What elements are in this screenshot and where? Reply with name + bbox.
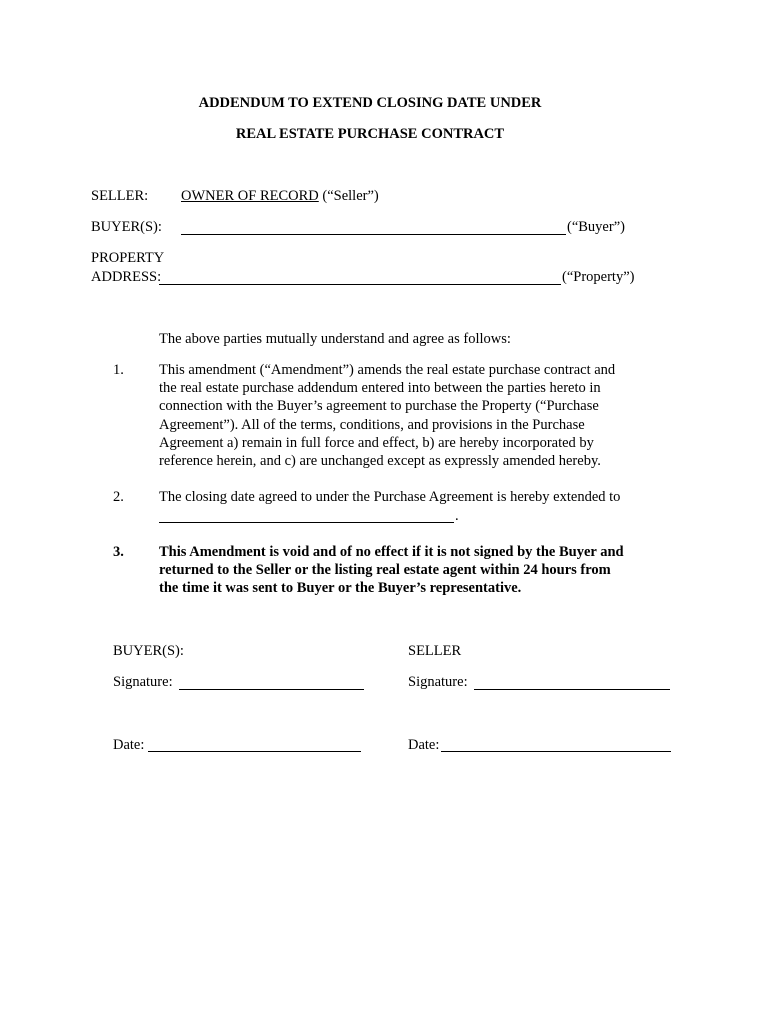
property-label-line2: ADDRESS: <box>91 269 162 285</box>
property-label-line1: PROPERTY <box>91 250 165 266</box>
buyer-signature-heading: BUYER(S): <box>113 643 184 659</box>
seller-signature-heading: SELLER <box>408 643 462 659</box>
item-2-number: 2. <box>113 489 124 505</box>
item-2-line: The closing date agreed to under the Purchase Agreement is hereby extended to <box>159 489 621 505</box>
property-address-line[interactable] <box>159 284 561 285</box>
item-3-line: returned to the Seller or the listing real estate agent within 24 hours from <box>159 562 611 578</box>
item-1-line: the real estate purchase addendum entered into between the parties hereto in <box>159 380 601 396</box>
seller-suffix: (“Seller”) <box>322 188 379 204</box>
item-3-line: the time it was sent to Buyer or the Buyer’s representative. <box>159 580 522 596</box>
seller-value: OWNER OF RECORD <box>181 188 319 204</box>
item-1-line: This amendment (“Amendment”) amends the real estate purchase contract and <box>159 362 616 378</box>
item-1-line: connection with the Buyer’s agreement to purchase the Property (“Purchase <box>159 398 599 414</box>
buyer-name-line[interactable] <box>181 234 566 235</box>
item-2-trailing: . <box>455 508 459 524</box>
document-title-line1: ADDENDUM TO EXTEND CLOSING DATE UNDER <box>198 95 542 111</box>
property-suffix: (“Property”) <box>562 269 635 285</box>
intro-text: The above parties mutually understand and agree as follows: <box>159 331 511 347</box>
document-title-line2: REAL ESTATE PURCHASE CONTRACT <box>235 126 505 142</box>
seller-label: SELLER: <box>91 188 149 204</box>
item-1-line: Agreement a) remain in full force and effect, b) are hereby incorporated by <box>159 435 594 451</box>
seller-signature-line[interactable] <box>474 689 670 690</box>
buyer-suffix: (“Buyer”) <box>567 219 625 235</box>
buyer-date-line[interactable] <box>148 751 361 752</box>
seller-field <box>181 188 379 205</box>
item-1-line: Agreement”). All of the terms, conditions, and provisions in the Purchase <box>159 417 585 433</box>
item-3-line: This Amendment is void and of no effect if it is not signed by the Buyer and <box>159 544 624 560</box>
closing-date-line[interactable] <box>159 522 454 523</box>
item-1-line: reference herein, and c) are unchanged except as expressly amended hereby. <box>159 453 601 469</box>
item-3-number: 3. <box>113 544 124 560</box>
buyer-date-label: Date: <box>113 737 145 753</box>
item-1-number: 1. <box>113 362 124 378</box>
seller-date-label: Date: <box>408 737 440 753</box>
seller-signature-label: Signature: <box>408 674 468 690</box>
buyer-signature-line[interactable] <box>179 689 364 690</box>
buyer-signature-label: Signature: <box>113 674 173 690</box>
seller-date-line[interactable] <box>441 751 671 752</box>
buyer-label: BUYER(S): <box>91 219 162 235</box>
